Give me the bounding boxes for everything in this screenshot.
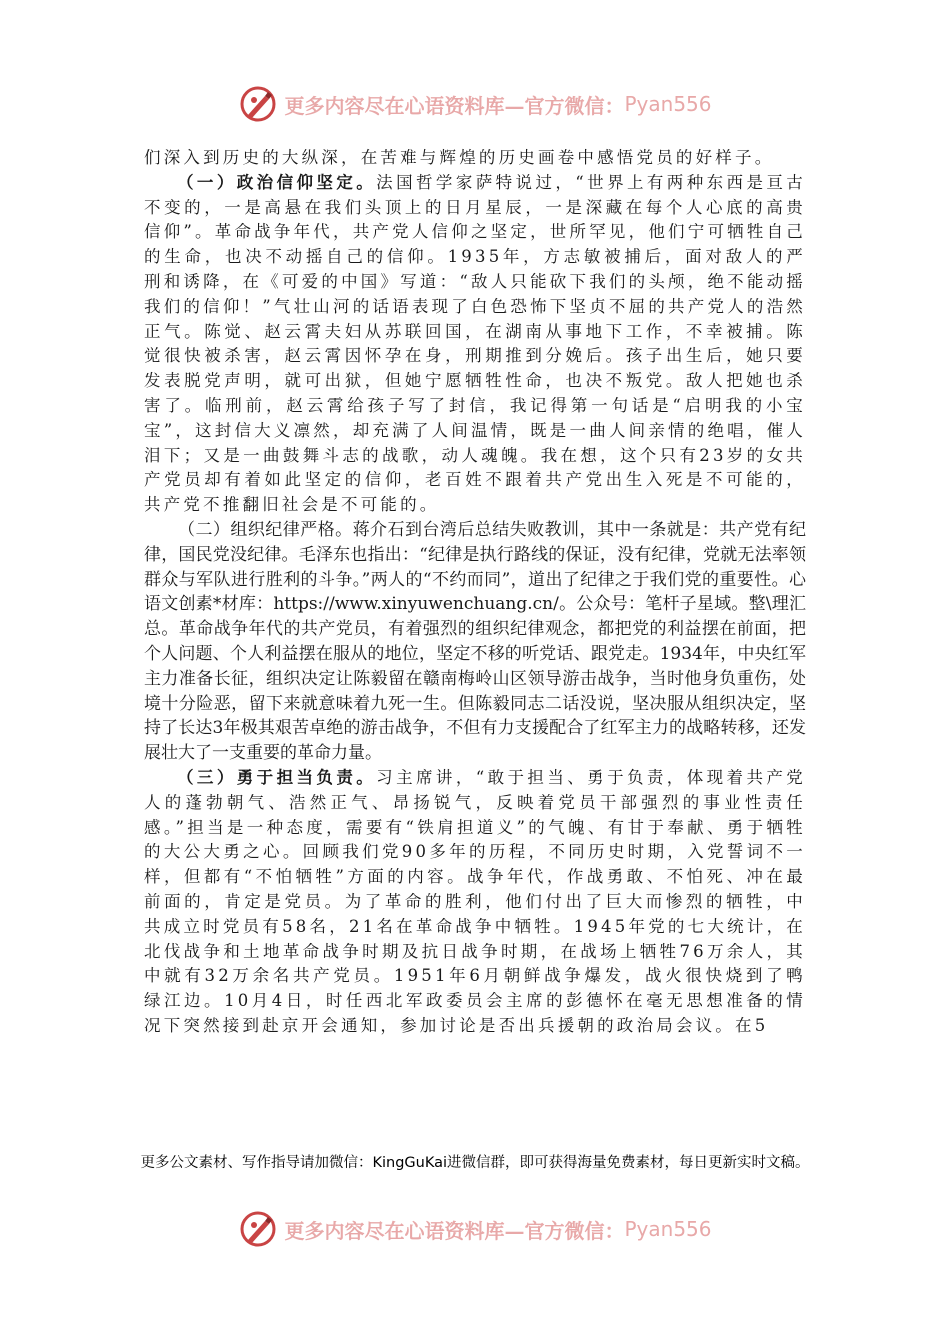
pen-logo-icon xyxy=(238,1209,278,1249)
watermark-text: 更多内容尽在心语资料库—官方微信： xyxy=(284,1218,625,1243)
section-heading-1: （一）政治信仰坚定。 xyxy=(177,172,377,192)
watermark-text: 更多内容尽在心语资料库—官方微信： xyxy=(284,93,625,118)
section-heading-3: （三）勇于担当负责。 xyxy=(177,767,377,787)
paragraph-intro-tail: 们深入到历史的大纵深，在苦难与辉煌的历史画卷中感悟党员的好样子。 xyxy=(144,148,775,167)
watermark-id: Pyan556 xyxy=(624,1217,712,1241)
watermark-top xyxy=(0,82,950,126)
footer-note: 更多公文素材、写作指导请加微信：KingGuKai进微信群，即可获得海量免费素材，每日更新实时文稿。 xyxy=(140,1155,810,1171)
paragraph-body-3: 习主席讲，“敢于担当、勇于负责，体现着共产党人的蓬勃朝气、浩然正气、昂扬锐气，反映着党员干部强烈的事业性责任感。”担当是一种态度，需要有“铁肩担道义”的气魄、有甘于奉献、勇于牺牲的大公大勇之心。回顾我们党90多年的历程，不同历史时期，入党誓词不一样，但都有“不怕牺牲”方面的内容。战争年代，作战勇敢、不怕死、冲在最前面的，肯定是党员。为了革命的胜利，他们付出了巨大而惨烈的牺牲，中共成立时党员有58名，21名在革命战争中牺牲。1945年党的七大统计，在北伐战争和土地革命战争时期及抗日战争时期，在战场上牺牲76万余人，其中就有32万余名共产党员。1951年6月朝鲜战争爆发，战火很快烧到了鸭绿江边。10月4日，时任西北军政委员会主席的彭德怀在毫无思想准备的情况下突然接到赴京开会通知，参加讨论是否出兵援朝的政治局会议。在5 xyxy=(144,767,807,1035)
paragraph-body-1: 法国哲学家萨特说过，“世界上有两种东西是亘古不变的，一是高悬在我们头顶上的日月星辰，一是深藏在每个人心底的高贵信仰”。革命战争年代，共产党人信仰之坚定，世所罕见，他们宁可牺牲自己的生命，也决不动摇自己的信仰。1935年，方志敏被捕后，面对敌人的严刑和诱降，在《可爱的中国》写道：“敌人只能砍下我们的头颅，绝不能动摇我们的信仰！”气壮山河的话语表现了白色恐怖下坚贞不屈的共产党人的浩然正气。陈觉、赵云霄夫妇从苏联回国，在湖南从事地下工作，不幸被捕。陈觉很快被杀害，赵云霄因怀孕在身，刑期推到分娩后。孩子出生后，她只要发表脱党声明，就可出狱，但她宁愿牺牲性命，也决不叛党。敌人把她也杀害了。临刑前，赵云霄给孩子写了封信，我记得第一句话是“启明我的小宝宝”，这封信大义凛然，却充满了人间温情，既是一曲人间亲情的绝唱，催人泪下；又是一曲鼓舞斗志的战歌，动人魂魄。我在想，这个只有23岁的女共产党员却有着如此坚定的信仰，老百姓不跟着共产党出生入死是不可能的，共产党不推翻旧社会是不可能的。 xyxy=(144,172,807,515)
paragraph-political-belief xyxy=(144,171,806,518)
document-body xyxy=(144,146,806,1039)
paragraph-organization-discipline: （二）组织纪律严格。蒋介石到台湾后总结失败教训，其中一条就是：共产党有纪律，国民党没纪律。毛泽东也指出：“纪律是执行路线的保证，没有纪律，党就无法率领群众与军队进行胜利的斗争。”两人的“不约而同”，道出了纪律之于我们党的重要性。心语文创素*材库：https://www.xinyuwenchuang.cn/。公众号：笔杆子星域。整\理汇总。革命战争年代的共产党员，有着强烈的组织纪律观念，都把党的利益摆在前面，把个人问题、个人利益摆在服从的地位，坚定不移的听党话、跟党走。1934年，中央红军主力准备长征，组织决定让陈毅留在赣南梅岭山区领导游击战争，当时他身负重伤，处境十分险恶，留下来就意味着九死一生。但陈毅同志二话没说，坚决服从组织决定，坚持了长达3年极其艰苦卓绝的游击战争，不但有力支援配合了红军主力的战略转移，还发展壮大了一支重要的革命力量。 xyxy=(144,519,806,764)
pen-logo-icon xyxy=(238,84,278,124)
watermark-bottom xyxy=(0,1207,950,1251)
paragraph-responsibility xyxy=(144,766,806,1039)
watermark-id: Pyan556 xyxy=(624,92,712,116)
